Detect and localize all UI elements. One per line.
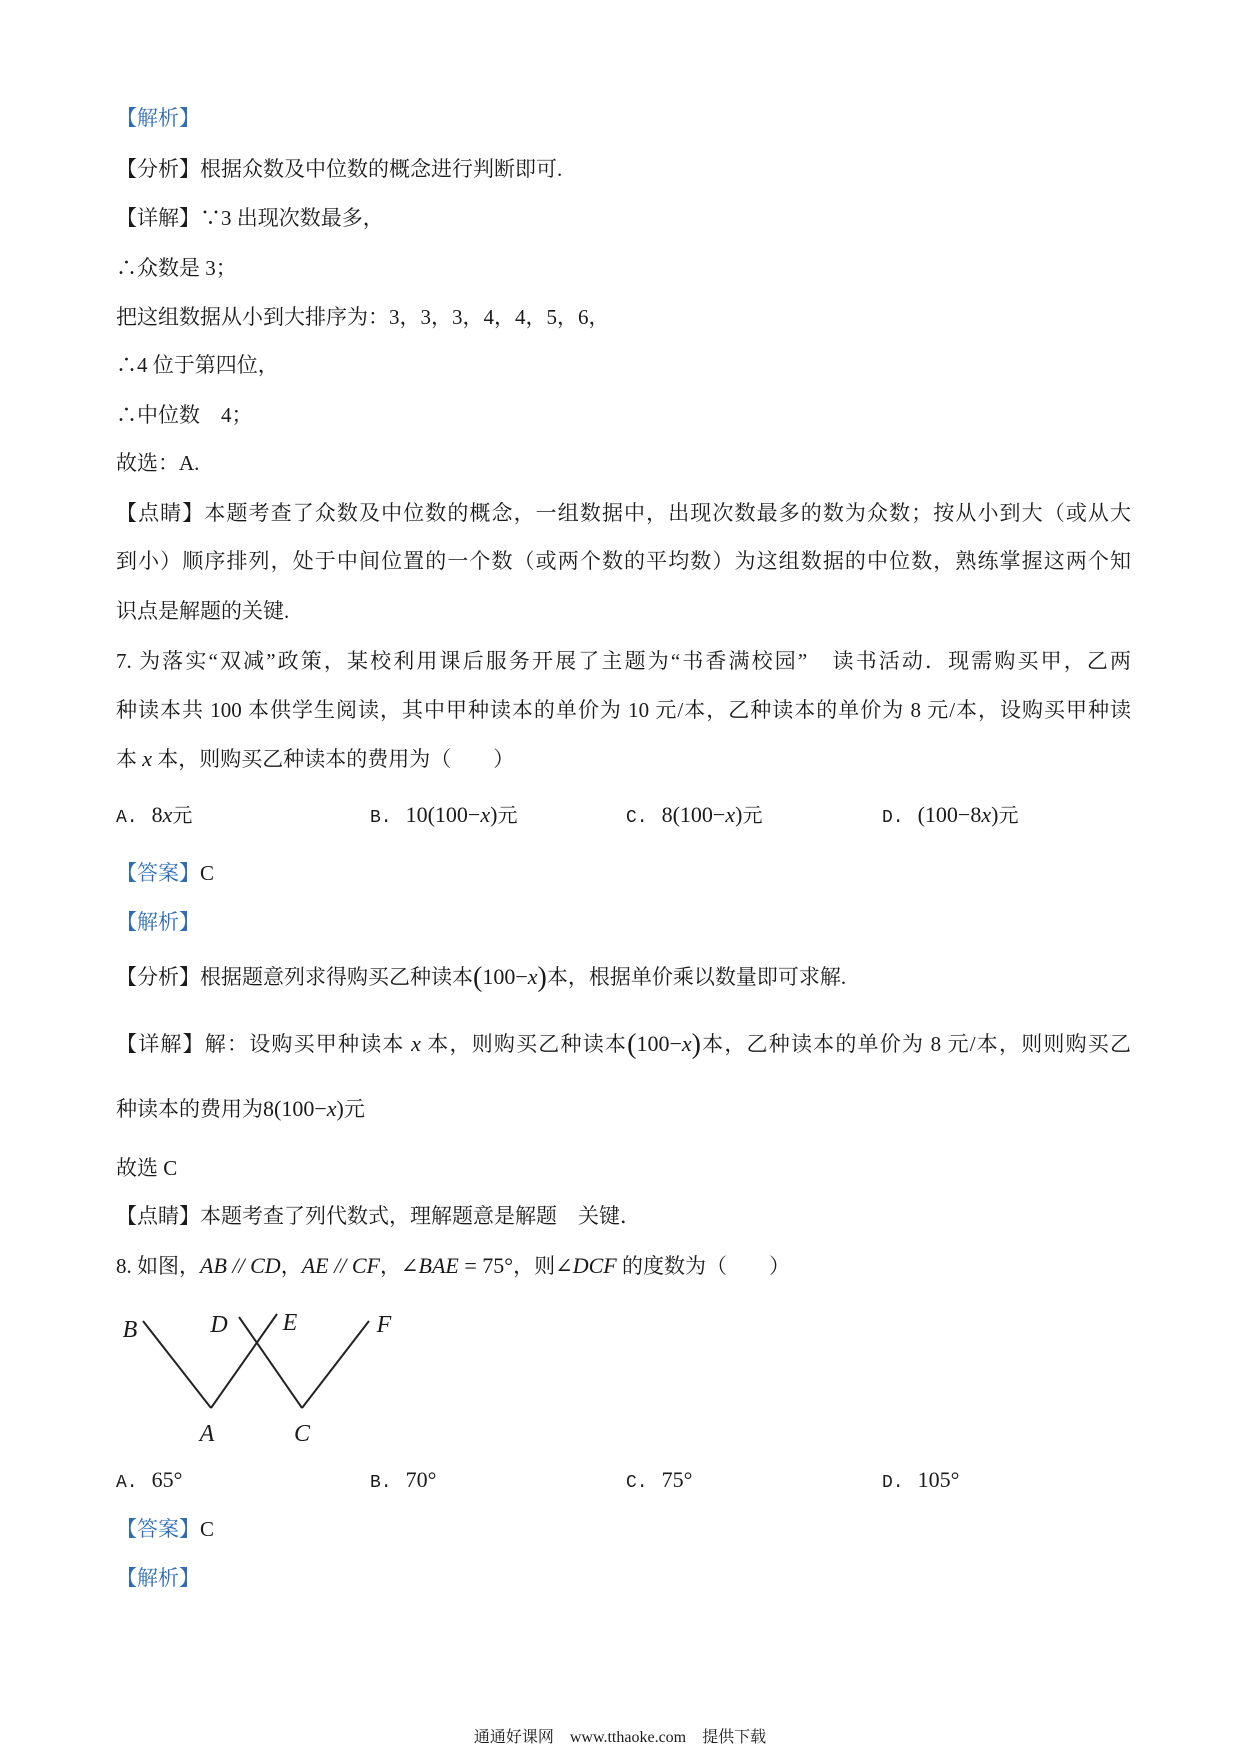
variable-x: x: [480, 802, 491, 827]
q8-stem-text: 的度数为（ ）: [616, 1254, 790, 1278]
detail-text: 元: [343, 1097, 365, 1121]
option-label: C.: [626, 808, 648, 828]
solution-step: 把这组数据从小到大排序为：3，3，3，4，4，5，6，: [116, 305, 610, 329]
q7-stem-text: 本，则购买乙种读本的费用为（ ）: [152, 747, 515, 771]
q7-option-a: [116, 801, 192, 832]
point-label-e: E: [282, 1310, 298, 1336]
q7-comment: 【点睛】本题考查了列代数式，理解题意是解题 关键．: [116, 1204, 641, 1228]
q8-option-c: [626, 1466, 692, 1497]
q7-stem-text: 本: [116, 747, 143, 771]
solution-step: ∴众数是 3；: [116, 256, 237, 280]
option-label: D.: [882, 808, 904, 828]
detail-text: 本，则购买乙种读本: [420, 1032, 628, 1056]
option-unit: 元: [998, 805, 1019, 827]
option-label: D.: [882, 1473, 904, 1493]
q7-stem-line-1: 7. 为落实“双减”政策，某校利用课后服务开展了主题为“书香满校园” 读书活动．现需购买甲，乙两: [116, 649, 1131, 673]
q8-stem-text: ，: [280, 1254, 302, 1278]
parallel-lines-figure: [110, 1300, 410, 1450]
angle-bae: BAE: [418, 1253, 459, 1278]
q7-conclusion: 故选 C: [116, 1156, 178, 1180]
option-label: B.: [370, 1473, 392, 1493]
point-label-a: A: [199, 1421, 215, 1447]
jiexi-label: 【解析】: [116, 106, 200, 130]
q8-option-d: [882, 1466, 959, 1497]
answer-value: C: [200, 861, 215, 885]
detail-text: 种读本的费用为: [116, 1097, 263, 1121]
comment-line: 【点睛】本题考查了众数及中位数的概念，一组数据中，出现次数最多的数为众数；按从小到大（或从大: [116, 501, 1131, 525]
q7-stem-line-3: [116, 746, 514, 772]
option-math: [662, 802, 743, 827]
angle-value: = 75°: [458, 1253, 514, 1278]
q8-stem-text: ，∠: [379, 1254, 419, 1278]
q8-stem-text: ，则∠: [513, 1254, 573, 1278]
left-paren: (: [473, 962, 483, 993]
math-text: 100−: [482, 964, 528, 989]
line-cf: [302, 1321, 369, 1408]
q7-detail-line-2: [116, 1096, 365, 1122]
option-label: A.: [116, 1473, 138, 1493]
point-label-d: D: [210, 1312, 228, 1338]
solution-step: ∴中位数 4；: [116, 403, 253, 427]
option-value: 70°: [405, 1467, 437, 1492]
answer-label: 【答案】: [116, 861, 200, 885]
detail-text: 本，乙种读本的单价为 8 元/本，则则购买乙: [700, 1032, 1132, 1056]
answer-value: C: [200, 1517, 215, 1541]
variable-x: x: [142, 746, 153, 771]
q7-option-c: [626, 801, 762, 832]
q8-option-a: [116, 1466, 182, 1497]
variable-x: x: [162, 802, 173, 827]
analysis-text: 本，根据单价乘以数量即可求解.: [546, 965, 847, 989]
parallel-symbol: //: [328, 1253, 352, 1278]
jiexi-label: 【解析】: [116, 910, 200, 934]
variable-x: x: [326, 1096, 337, 1121]
point-label-b: B: [122, 1317, 138, 1343]
math-text: (100−8: [917, 802, 982, 827]
math-text: ): [991, 802, 999, 827]
angle-dcf: DCF: [572, 1253, 617, 1278]
math-text: ): [735, 802, 743, 827]
detail-text: 【详解】∵3 出现次数最多，: [116, 206, 384, 230]
q8-stem: [116, 1253, 790, 1279]
segment-cd: CD: [250, 1253, 281, 1278]
math-text: 100−: [636, 1031, 682, 1056]
parallel-symbol: //: [226, 1253, 251, 1278]
option-unit: 元: [497, 805, 518, 827]
segment-cf: CF: [351, 1253, 380, 1278]
analysis-text: 【分析】根据题意列求得购买乙种读本: [116, 965, 473, 989]
analysis-text: 【分析】根据众数及中位数的概念进行判断即可.: [116, 157, 563, 181]
option-label: A.: [116, 808, 138, 828]
option-label: B.: [370, 808, 392, 828]
q8-stem-text: 8. 如图，: [116, 1254, 200, 1278]
page-footer: 通通好课网 www.tthaoke.com 提供下载: [473, 1729, 767, 1746]
math-text: ): [490, 802, 498, 827]
detail-text: 【详解】解：设购买甲种读本: [116, 1032, 412, 1056]
q7-answer: [116, 860, 214, 886]
right-paren: ): [691, 1029, 701, 1060]
q7-detail-line-1: [116, 1029, 1132, 1060]
right-paren: ): [537, 962, 547, 993]
math-text: 8(100−: [263, 1096, 327, 1121]
option-value: 75°: [661, 1467, 693, 1492]
math-text: 8: [151, 802, 163, 827]
option-unit: 元: [172, 805, 193, 827]
option-label: C.: [626, 1473, 648, 1493]
point-label-c: C: [293, 1421, 311, 1447]
math-text: ): [336, 1096, 344, 1121]
option-value: 65°: [151, 1467, 183, 1492]
solution-step: ∴4 位于第四位，: [116, 353, 279, 377]
answer-label: 【答案】: [116, 1517, 200, 1541]
segment-ab: AB: [200, 1253, 227, 1278]
option-math: [406, 802, 498, 827]
jiexi-label: 【解析】: [116, 1566, 200, 1590]
variable-x: x: [681, 1031, 692, 1056]
segment-ae: AE: [301, 1253, 329, 1278]
variable-x: x: [527, 964, 538, 989]
q8-answer: [116, 1516, 214, 1542]
math-text: 10(100−: [405, 802, 481, 827]
option-unit: 元: [742, 805, 763, 827]
q7-option-b: [370, 801, 517, 832]
math-text: 8(100−: [661, 802, 726, 827]
option-math: [918, 802, 999, 827]
q7-option-d: [882, 801, 1018, 832]
q7-stem-line-2: 种读本共 100 本供学生阅读，其中甲种读本的单价为 10 元/本，乙种读本的单价为 8 元/本，设购买甲种读: [116, 698, 1131, 722]
line-ba: [143, 1321, 211, 1408]
comment-line: 识点是解题的关键.: [116, 599, 290, 623]
solution-choice: 故选：A.: [116, 451, 200, 475]
option-math: [152, 802, 173, 827]
q7-analysis: [116, 962, 847, 993]
point-label-f: F: [376, 1312, 392, 1338]
option-value: 105°: [917, 1467, 960, 1492]
comment-line: 到小）顺序排列，处于中间位置的一个数（或两个数的平均数）为这组数据的中位数，熟练掌握这两个知: [116, 549, 1131, 573]
variable-x: x: [981, 802, 992, 827]
variable-x: x: [725, 802, 736, 827]
variable-x: x: [411, 1031, 421, 1056]
q8-option-b: [370, 1466, 436, 1497]
left-paren: (: [627, 1029, 637, 1060]
